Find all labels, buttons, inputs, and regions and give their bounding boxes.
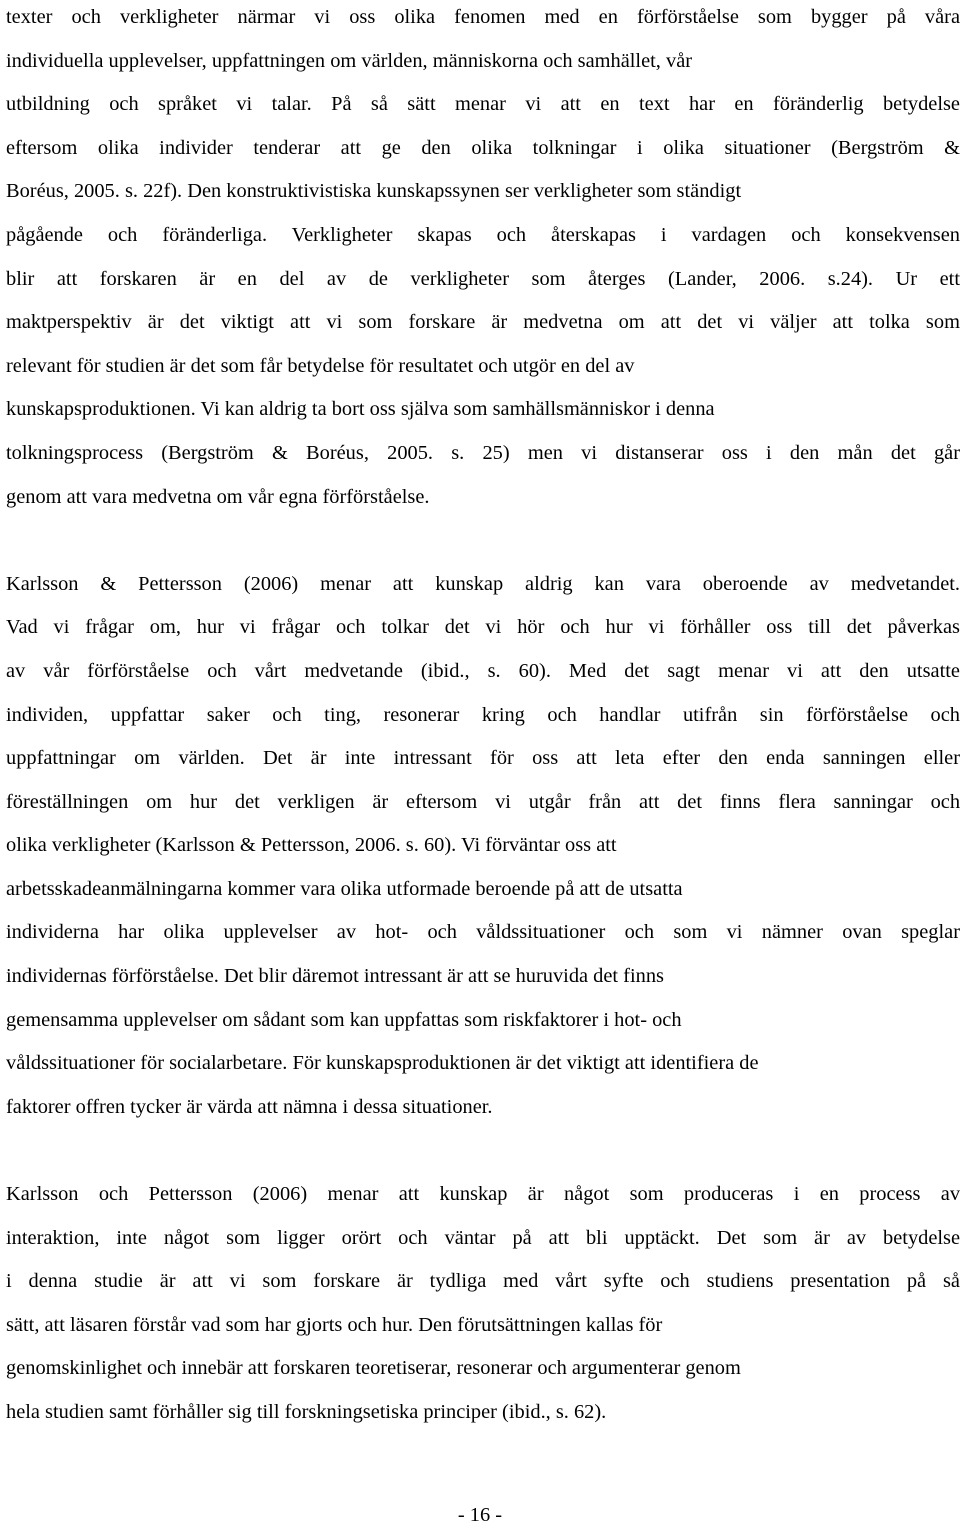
text-line: interaktion, inte något som ligger orört och väntar på att bli upptäckt. Det som är av betydelse <box>6 1226 960 1249</box>
text-line: olika verkligheter (Karlsson & Pettersson, 2006. s. 60). Vi förväntar oss att <box>6 834 617 857</box>
text-line: blir att forskaren är en del av de verkligheter som återges (Lander, 2006. s.24). Ur ett <box>6 267 960 290</box>
document-page <box>6 0 960 1435</box>
text-line: våldssituationer för socialarbetare. För kunskapsproduktionen är det viktigt att identifiera de <box>6 1052 759 1075</box>
text-line: genomskinlighet och innebär att forskaren teoretiserar, resonerar och argumenterar genom <box>6 1357 741 1380</box>
text-line: hela studien samt förhåller sig till forskningsetiska principer (ibid., s. 62). <box>6 1401 607 1423</box>
text-line: relevant för studien är det som får betydelse för resultatet och utgör en del av <box>6 354 635 377</box>
text-line: Boréus, 2005. s. 22f). Den konstruktivistiska kunskapssynen ser verkligheter som ständigt <box>6 180 742 203</box>
text-line: individerna har olika upplevelser av hot- och våldssituationer och som vi nämner ovan speglar <box>6 921 960 944</box>
paragraph-gap <box>6 1129 960 1173</box>
text-line: individernas förförståelse. Det blir däremot intressant är att se huruvida det finns <box>6 965 664 988</box>
text-line: kunskapsproduktionen. Vi kan aldrig ta bort oss själva som samhällsmänniskor i denna <box>6 398 715 421</box>
text-line: maktperspektiv är det viktigt att vi som forskare är medvetna om att det vi väljer att tolka som <box>6 311 960 334</box>
text-line: Vad vi frågar om, hur vi frågar och tolkar det vi hör och hur vi förhåller oss till det påverkas <box>6 616 960 639</box>
text-line: pågående och föränderliga. Verkligheter skapas och återskapas i vardagen och konsekvensen <box>6 223 960 246</box>
text-line: utbildning och språket vi talar. På så sätt menar vi att en text har en föränderlig betydelse <box>6 93 960 116</box>
text-line: uppfattningar om världen. Det är inte intressant för oss att leta efter den enda sanningen eller <box>6 747 960 770</box>
text-line: eftersom olika individer tenderar att ge den olika tolkningar i olika situationer (Bergström & <box>6 136 960 159</box>
text-line: föreställningen om hur det verkligen är eftersom vi utgår från att det finns flera sanningar och <box>6 790 960 813</box>
text-line: genom att vara medvetna om vår egna förförståelse. <box>6 485 430 508</box>
text-line: sätt, att läsaren förstår vad som har gjorts och hur. Den förutsättningen kallas för <box>6 1313 663 1336</box>
body-text <box>6 0 960 1435</box>
text-line: faktorer offren tycker är värda att nämna i dessa situationer. <box>6 1095 493 1118</box>
paragraph <box>6 0 960 519</box>
text-line: av vår förförståelse och vårt medvetande (ibid., s. 60). Med det sagt menar vi att den utsatte <box>6 659 960 682</box>
paragraph <box>6 1173 960 1435</box>
text-line: arbetsskadeanmälningarna kommer vara olika utformade beroende på att de utsatta <box>6 877 683 900</box>
text-line: texter och verkligheter närmar vi oss olika fenomen med en förförståelse som bygger på våra <box>6 6 960 28</box>
text-line: individen, uppfattar saker och ting, resonerar kring och handlar utifrån sin förförståelse och <box>6 703 960 726</box>
text-line: i denna studie är att vi som forskare är tydliga med vårt syfte och studiens presentation på så <box>6 1270 960 1293</box>
paragraph <box>6 563 960 1130</box>
text-line: gemensamma upplevelser om sådant som kan uppfattas som riskfaktorer i hot- och <box>6 1008 682 1031</box>
text-line: individuella upplevelser, uppfattningen om världen, människorna och samhället, vår <box>6 49 693 72</box>
paragraph-gap <box>6 519 960 563</box>
page-number: - 16 - <box>457 1504 503 1526</box>
text-line: Karlsson & Pettersson (2006) menar att kunskap aldrig kan vara oberoende av medvetandet. <box>6 572 960 595</box>
text-line: tolkningsprocess (Bergström & Boréus, 2005. s. 25) men vi distanserar oss i den mån det går <box>6 441 960 464</box>
text-line: Karlsson och Pettersson (2006) menar att kunskap är något som produceras i en process av <box>6 1183 960 1206</box>
